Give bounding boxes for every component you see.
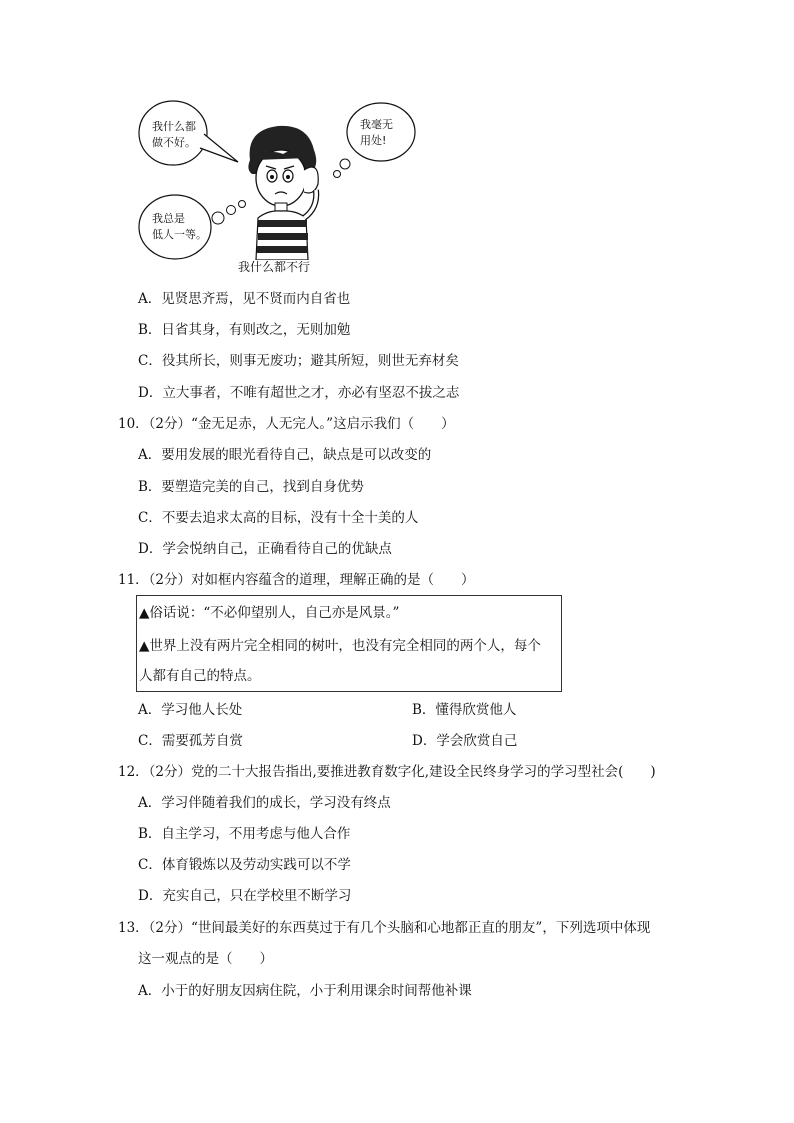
q10-option-d: D．学会悦纳自己，正确看待自己的优缺点 [138, 541, 392, 557]
bubble-text-line: 我毫无 [360, 118, 393, 131]
q11-stem: 11．（2分）对如框内容蕴含的道理，理解正确的是（ ） [118, 572, 475, 588]
q11-option-d: D．学会欣赏自己 [412, 733, 518, 749]
q12-option-a: A．学习伴随着我们的成长，学习没有终点 [138, 795, 391, 811]
bubble-text-line: 用处! [360, 134, 387, 147]
q10-option-c: C．不要去追求太高的目标，没有十全十美的人 [138, 510, 419, 526]
bubble-text-line: 做不好。 [152, 136, 196, 149]
q13-stem-line2: 这一观点的是（ ） [138, 951, 273, 967]
bubble-text-line: 我总是 [152, 212, 185, 225]
q12-option-b: B．自主学习，不用考虑与他人合作 [138, 826, 351, 842]
boy-figure [248, 126, 318, 260]
q12-stem: 12．（2分）党的二十大报告指出,要推进教育数字化,建设全民终身学习的学习型社会( ) [118, 764, 656, 780]
bubble-text-line: 低人一等。 [152, 228, 207, 241]
q9-option-b: B．日省其身，有则改之，无则加勉 [138, 322, 351, 338]
speech-bubble-right [334, 103, 416, 178]
q11-option-b: B．懂得欣赏他人 [412, 702, 517, 718]
cartoon-illustration [138, 100, 428, 260]
speech-bubble-left-bottom [139, 195, 246, 259]
bubble-text-line: 我什么都 [152, 120, 196, 133]
q11-quote-box [136, 595, 562, 692]
q13-stem-line1: 13．（2分）“世间最美好的东西莫过于有几个头脑和心地都正直的朋友”，下列选项中体现 [118, 920, 651, 936]
q11-box-line: ▲世界上没有两片完全相同的树叶，也没有完全相同的两个人，每个 [139, 638, 541, 654]
q10-stem: 10．（2分）“金无足赤，人无完人。”这启示我们（ ） [118, 416, 455, 432]
q9-option-c: C．役其所长，则事无废功；避其所短，则世无弃材矣 [138, 353, 459, 369]
q9-option-a: A．见贤思齐焉，见不贤而内自省也 [138, 291, 351, 307]
q9-option-d: D．立大事者，不唯有超世之才，亦必有坚忍不拔之志 [138, 385, 460, 401]
q12-option-c: C．体育锻炼以及劳动实践可以不学 [138, 857, 351, 873]
q11-box-line: 人都有自己的特点。 [139, 668, 261, 684]
speech-bubble-left-top [139, 101, 238, 165]
q12-option-d: D．充实自己，只在学校里不断学习 [138, 888, 352, 904]
q11-option-a: A．学习他人长处 [138, 702, 243, 718]
q11-option-c: C．需要孤芳自赏 [138, 733, 243, 749]
q10-option-b: B．要塑造完美的自己，找到自身优势 [138, 479, 364, 495]
cartoon-caption: 我什么都不行 [238, 260, 311, 274]
q11-box-line: ▲俗话说：“不必仰望别人，自己亦是风景。” [139, 605, 400, 621]
q13-option-a: A．小于的好朋友因病住院，小于利用课余时间帮他补课 [138, 983, 472, 999]
q10-option-a: A．要用发展的眼光看待自己，缺点是可以改变的 [138, 447, 432, 463]
